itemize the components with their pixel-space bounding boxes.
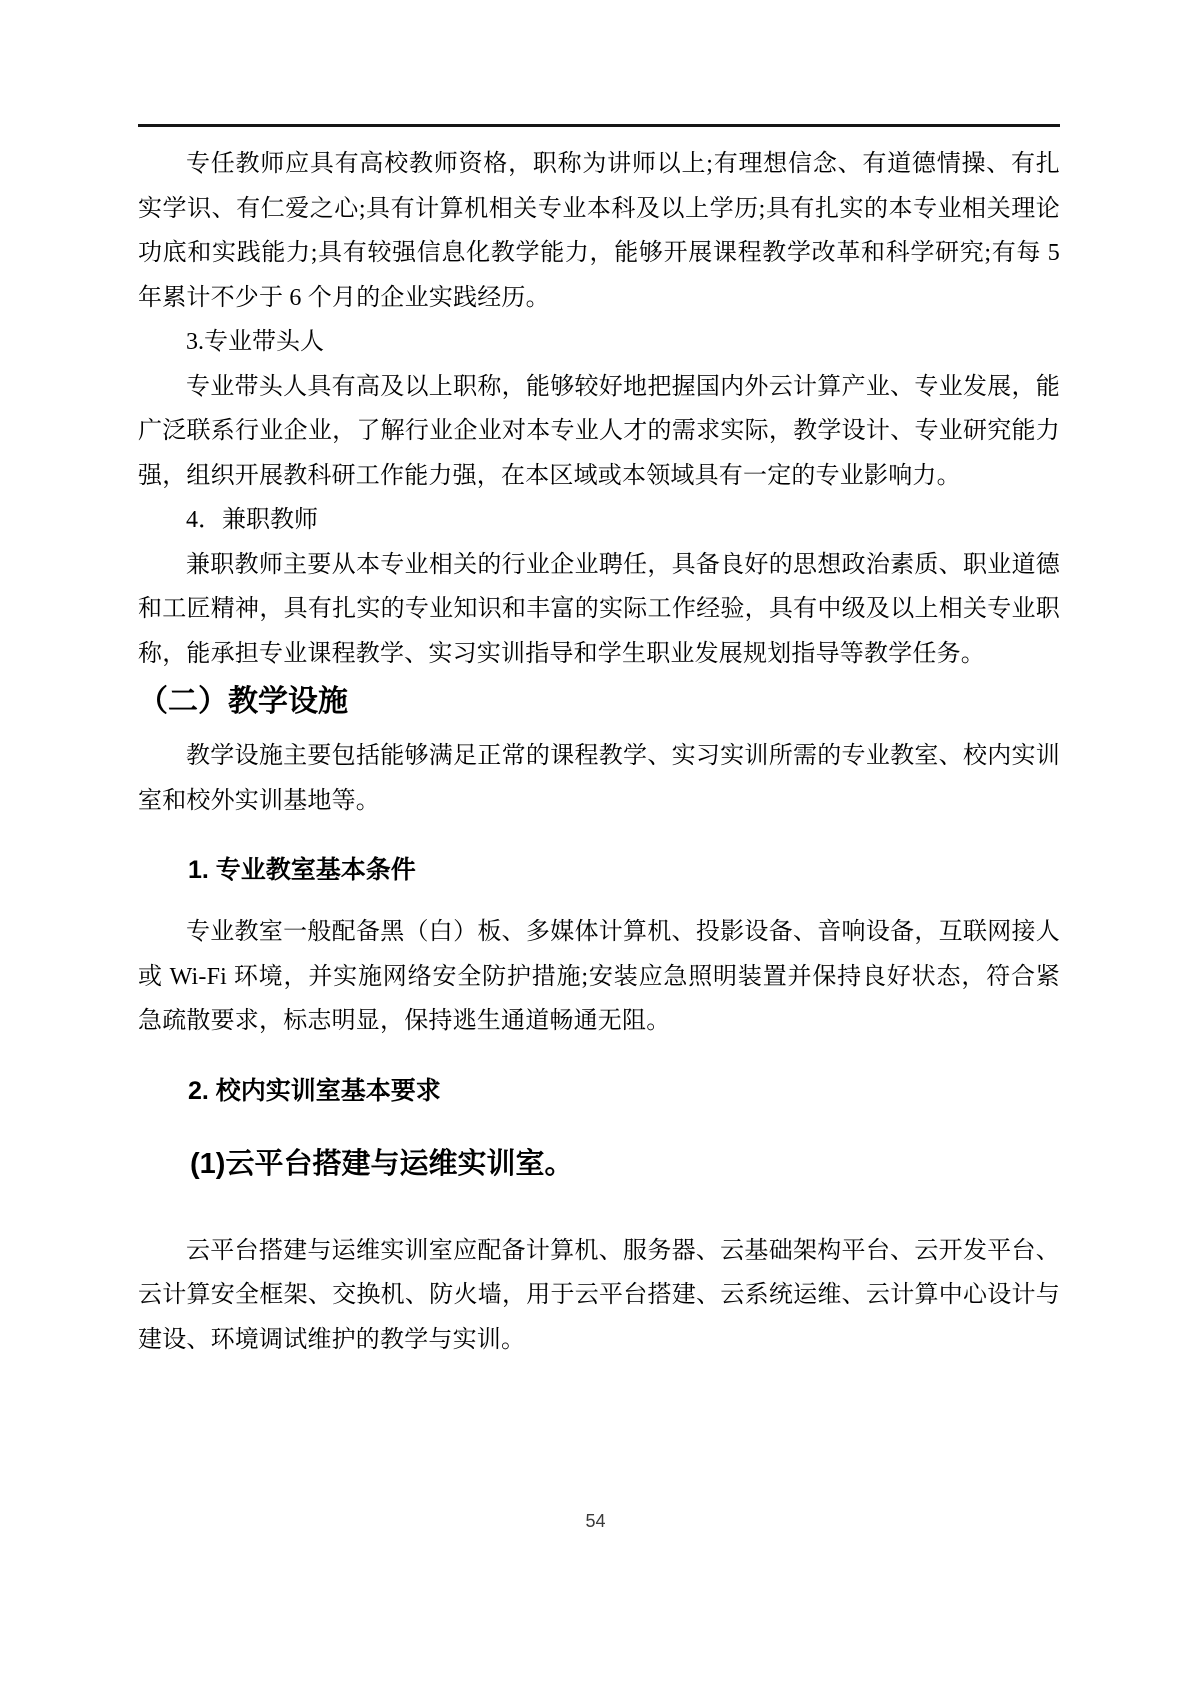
paragraph-part-time-teacher-requirements: 兼职教师主要从本专业相关的行业企业聘任，具备良好的思想政治素质、职业道德和工匠精神，具有扎实的专业知识和丰富的实际工作经验，具有中级及以上相关专业职称，能承担专业课程教学、实习实训指导和学生职业发展规划指导等教学任务。 — [138, 551, 1060, 667]
item-heading-cloud-platform-lab: (1)云平台搭建与运维实训室。 — [190, 1147, 574, 1180]
paragraph-teaching-facilities-intro: 教学设施主要包括能够满足正常的课程教学、实习实训所需的专业教室、校内实训室和校外实训基地等。 — [138, 743, 1060, 814]
paragraph-cloud-platform-lab-description: 云平台搭建与运维实训室应配备计算机、服务器、云基础架构平台、云开发平台、云计算安全框架、交换机、防火墙，用于云平台搭建、云系统运维、云计算中心设计与建设、环境调试维护的教学与实训。 — [138, 1237, 1060, 1353]
numbered-item-part-time-teachers: 4．兼职教师 — [186, 507, 318, 533]
paragraph-program-leader-requirements: 专业带头人具有高及以上职称，能够较好地把握国内外云计算产业、专业发展，能广泛联系行业企业，了解行业企业对本专业人才的需求实际，教学设计、专业研究能力强，组织开展教科研工作能力强，在本区域或本领域具有一定的专业影响力。 — [138, 373, 1060, 489]
numbered-item-program-leader: 3.专业带头人 — [186, 329, 324, 355]
section-heading-teaching-facilities: （二）教学设施 — [138, 685, 348, 718]
subsection-heading-campus-training-rooms: 2. 校内实训室基本要求 — [188, 1076, 441, 1105]
paragraph-full-time-teacher-requirements: 专任教师应具有高校教师资格，职称为讲师以上;有理想信念、有道德情操、有扎实学识、有仁爱之心;具有计算机相关专业本科及以上学历;具有扎实的本专业相关理论功底和实践能力;具有较强信息化教学能力，能够开展课程教学改革和科学研究;有每 5 年累计不少于 6 个月的企业实践经历。 — [138, 151, 1060, 311]
page-number: 54 — [585, 1511, 606, 1531]
subsection-heading-classroom-conditions: 1. 专业教室基本条件 — [188, 856, 416, 884]
header-divider-line — [138, 124, 1060, 127]
page-content — [138, 142, 1060, 1362]
paragraph-classroom-requirements: 专业教室一般配备黑（白）板、多媒体计算机、投影设备、音响设备，互联网接人或 Wi-Fi 环境，并实施网络安全防护措施;安装应急照明装置并保持良好状态，符合紧急疏散要求，标志明显，保持逃生通道畅通无阻。 — [138, 919, 1060, 1034]
